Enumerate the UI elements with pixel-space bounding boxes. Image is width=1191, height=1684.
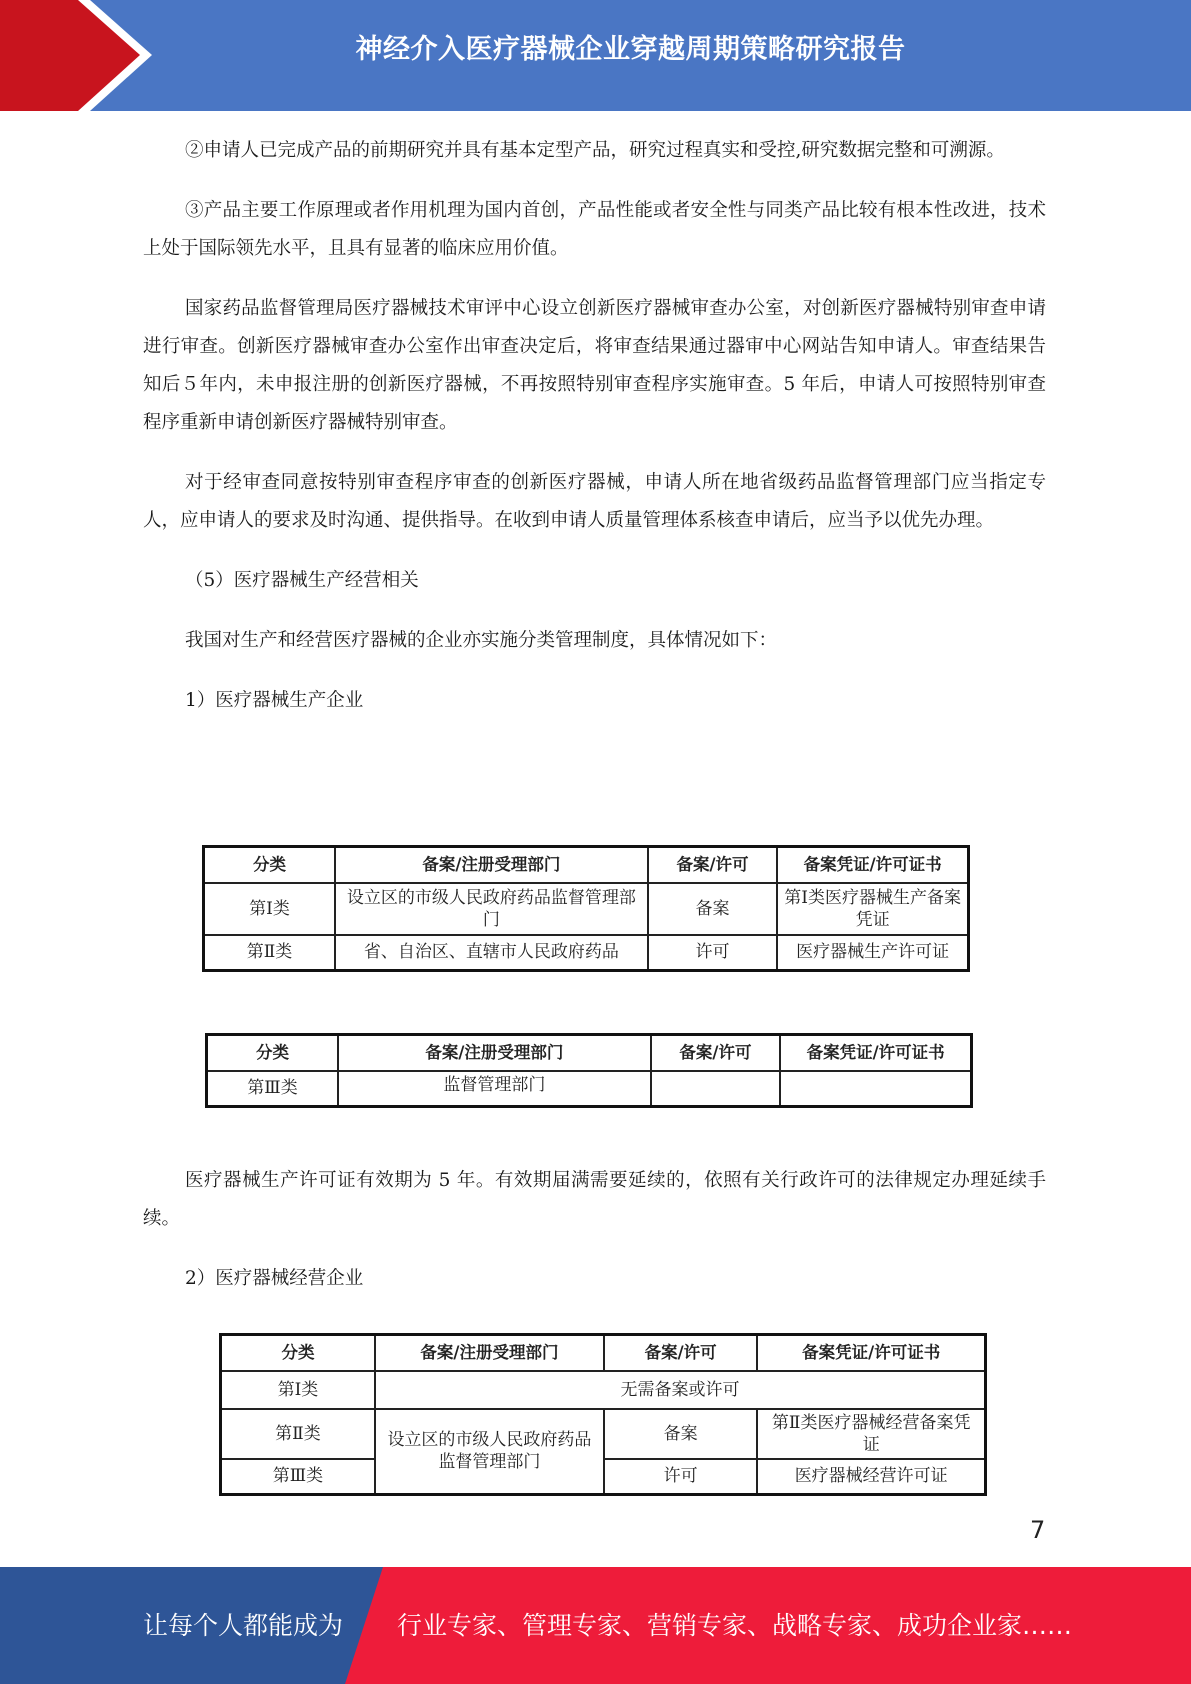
page-header: [0, 0, 1191, 111]
col-header-category: 分类: [221, 1335, 375, 1371]
paragraph: 对于经审查同意按特别审查程序审查的创新医疗器械，申请人所在地省级药品监督管理部门应当指定专人，应申请人的要求及时沟通、提供指导。在收到申请人质量管理体系核查申请后，应当予以优先办理。: [143, 472, 1046, 531]
table-row: [204, 883, 969, 935]
cell: 无需备案或许可: [375, 1371, 986, 1409]
cell: 医疗器械经营许可证: [757, 1459, 985, 1495]
col-header-certificate: 备案凭证/许可证书: [757, 1335, 985, 1371]
paragraph: 我国对生产和经营医疗器械的企业亦实施分类管理制度，具体情况如下：: [185, 630, 778, 651]
table-row: [221, 1459, 986, 1495]
cell: 备案: [604, 1409, 757, 1459]
body-content: [143, 132, 1046, 742]
col-header-category: 分类: [204, 847, 336, 883]
col-header-type: 备案/许可: [604, 1335, 757, 1371]
cell: 许可: [648, 935, 778, 971]
cell: 省、自治区、直辖市人民政府药品: [335, 935, 648, 971]
subsection-heading: 1）医疗器械生产企业: [185, 690, 364, 711]
cell: [651, 1071, 781, 1107]
table-row: [221, 1409, 986, 1459]
paragraph: ②申请人已完成产品的前期研究并具有基本定型产品，研究过程真实和受控,研究数据完整和可溯源。: [185, 140, 1005, 161]
footer-slogan-right: 行业专家、管理专家、营销专家、战略专家、成功企业家……: [397, 1611, 1073, 1640]
col-header-category: 分类: [207, 1035, 339, 1071]
cell: 第Ⅲ类: [207, 1071, 339, 1107]
production-table-part2: [205, 1033, 973, 1108]
col-header-department: 备案/注册受理部门: [338, 1035, 651, 1071]
section-heading: （5）医疗器械生产经营相关: [185, 570, 419, 591]
col-header-certificate: 备案凭证/许可证书: [780, 1035, 971, 1071]
col-header-certificate: 备案凭证/许可证书: [777, 847, 968, 883]
col-header-type: 备案/许可: [648, 847, 778, 883]
cell: 第Ⅱ类医疗器械经营备案凭证: [757, 1409, 985, 1459]
cell: 备案: [648, 883, 778, 935]
col-header-department: 备案/注册受理部门: [335, 847, 648, 883]
report-title: 神经介入医疗器械企业穿越周期策略研究报告: [355, 34, 906, 65]
cell: 第Ⅰ类: [204, 883, 336, 935]
paragraph: ③产品主要工作原理或者作用机理为国内首创，产品性能或者安全性与同类产品比较有根本性改进，技术上处于国际领先水平，且具有显著的临床应用价值。: [143, 200, 1046, 259]
cell: 设立区的市级人民政府药品监督管理部门: [375, 1409, 604, 1495]
cell: [780, 1071, 971, 1107]
col-header-type: 备案/许可: [651, 1035, 781, 1071]
subsection-heading: 2）医疗器械经营企业: [185, 1268, 364, 1289]
production-table-part1: [202, 845, 970, 972]
cell: 第Ⅱ类: [204, 935, 336, 971]
cell: 监督管理部门: [338, 1071, 651, 1107]
paragraph: 医疗器械生产许可证有效期为 5 年。有效期届满需要延续的，依照有关行政许可的法律规定办理延续手续。: [143, 1170, 1046, 1229]
cell: 第Ⅲ类: [221, 1459, 375, 1495]
body-content-2: [143, 1162, 1046, 1320]
cell: 第Ⅱ类: [221, 1409, 375, 1459]
cell: 第Ⅰ类: [221, 1371, 375, 1409]
cell: 第Ⅰ类医疗器械生产备案凭证: [777, 883, 968, 935]
page-number: 7: [1030, 1516, 1046, 1544]
page-footer: [0, 1567, 1191, 1684]
cell: 许可: [604, 1459, 757, 1495]
table-row: [204, 935, 969, 971]
col-header-department: 备案/注册受理部门: [375, 1335, 604, 1371]
table-row: [221, 1371, 986, 1409]
paragraph: 国家药品监督管理局医疗器械技术审评中心设立创新医疗器械审查办公室，对创新医疗器械特别审查申请进行审查。创新医疗器械审查办公室作出审查决定后，将审查结果通过器审中心网站告知申请人。审查结果告知后５年内，未申报注册的创新医疗器械，不再按照特别审查程序实施审查。5 年后，申请人可按照特别审查程序重新申请创新医疗器械特别审查。: [143, 298, 1046, 433]
table-row: [207, 1071, 972, 1107]
cell: 医疗器械生产许可证: [777, 935, 968, 971]
footer-slogan-left: 让每个人都能成为: [143, 1611, 344, 1640]
operation-table: [219, 1333, 987, 1496]
cell: 设立区的市级人民政府药品监督管理部门: [335, 883, 648, 935]
